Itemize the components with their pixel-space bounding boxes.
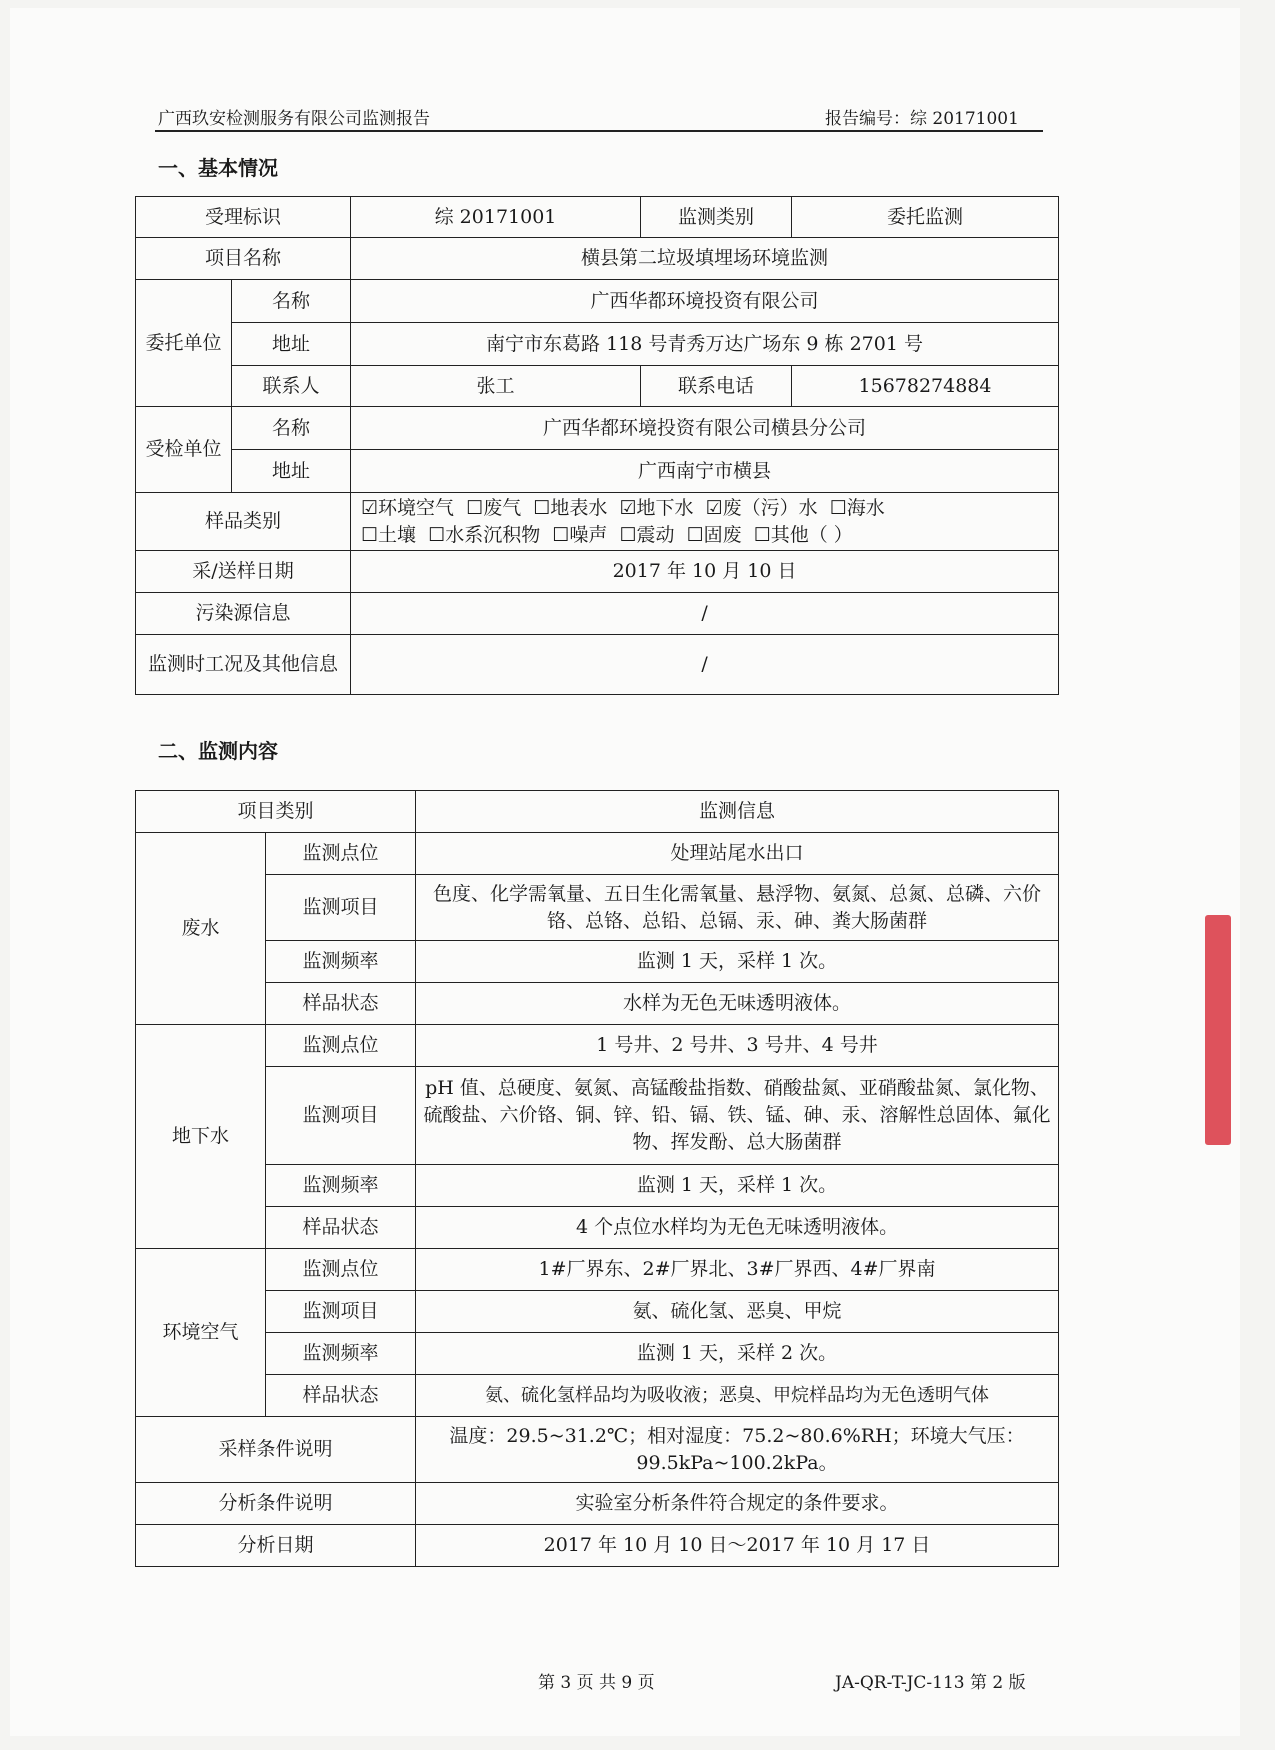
header-company: 广西玖安检测服务有限公司监测报告 [158,109,430,129]
air-freq-label: 监测频率 [266,1333,416,1375]
header-report-number: 报告编号：综 20171001 [825,109,1019,129]
project-value: 横县第二垃圾填埋场环境监测 [351,238,1059,280]
footer-doc-code: JA-QR-T-JC-113 第 2 版 [835,1673,1026,1693]
checkbox-groundwater[interactable]: ☑地下水 [619,496,694,519]
sample-type-options [351,493,1059,551]
pollution-label: 污染源信息 [136,593,351,635]
client-name-label: 名称 [232,280,351,323]
monitoring-content-table [135,790,1059,1567]
accept-id-label: 受理标识 [136,197,351,238]
ww-state-value: 水样为无色无味透明液体。 [416,983,1059,1025]
checkbox-other[interactable]: ☐其他（ ） [753,523,853,546]
inspected-addr-label: 地址 [232,450,351,493]
inspected-label: 受检单位 [136,407,232,493]
phone-value: 15678274884 [792,366,1059,407]
checkbox-solid-waste[interactable]: ☐固废 [686,523,742,546]
gw-point-label: 监测点位 [266,1025,416,1067]
ww-item-value: 色度、化学需氧量、五日生化需氧量、悬浮物、氨氮、总氮、总磷、六价铬、总铬、总铅、总镉、汞、砷、粪大肠菌群 [416,875,1059,941]
header-divider [155,130,1043,132]
client-addr-label: 地址 [232,323,351,366]
footer-page-number: 第 3 页 共 9 页 [538,1673,655,1693]
sampling-cond-label: 采样条件说明 [136,1417,416,1483]
phone-label: 联系电话 [641,366,792,407]
sample-type-label: 样品类别 [136,493,351,551]
basic-info-table [135,196,1059,695]
contact-value: 张工 [351,366,641,407]
air-category: 环境空气 [136,1249,266,1417]
client-addr: 南宁市东葛路 118 号青秀万达广场东 9 栋 2701 号 [351,323,1059,366]
section-content-title: 二、监测内容 [158,739,278,763]
gw-item-value: pH 值、总硬度、氨氮、高锰酸盐指数、硝酸盐氮、亚硝酸盐氮、氯化物、硫酸盐、六价铬、铜、锌、铅、镉、铁、锰、砷、汞、溶解性总固体、氟化物、挥发酚、总大肠菌群 [416,1067,1059,1165]
section-basic-title: 一、基本情况 [158,156,278,180]
client-name: 广西华都环境投资有限公司 [351,280,1059,323]
gw-point-value: 1 号井、2 号井、3 号井、4 号井 [416,1025,1059,1067]
checkbox-sediment[interactable]: ☐水系沉积物 [428,523,541,546]
checkbox-exhaust-gas[interactable]: ☐废气 [466,496,522,519]
air-item-label: 监测项目 [266,1291,416,1333]
checkbox-noise[interactable]: ☐噪声 [552,523,608,546]
ww-point-label: 监测点位 [266,833,416,875]
ww-state-label: 样品状态 [266,983,416,1025]
condition-value: / [351,635,1059,695]
project-label: 项目名称 [136,238,351,280]
air-state-value: 氨、硫化氢样品均为吸收液；恶臭、甲烷样品均为无色透明气体 [416,1375,1059,1417]
analysis-date-label: 分析日期 [136,1525,416,1567]
inspected-addr: 广西南宁市横县 [351,450,1059,493]
sample-type-row-2 [361,522,1054,549]
client-label: 委托单位 [136,280,232,407]
checkbox-wastewater[interactable]: ☑废（污）水 [705,496,818,519]
checkbox-vibration[interactable]: ☐震动 [619,523,675,546]
groundwater-category: 地下水 [136,1025,266,1249]
gw-state-value: 4 个点位水样均为无色无味透明液体。 [416,1207,1059,1249]
accept-id-value: 综 20171001 [351,197,641,238]
pollution-value: / [351,593,1059,635]
checkbox-soil[interactable]: ☐土壤 [361,523,417,546]
air-freq-value: 监测 1 天，采样 2 次。 [416,1333,1059,1375]
sample-type-row-1 [361,495,1054,522]
analysis-cond-label: 分析条件说明 [136,1483,416,1525]
contact-label: 联系人 [232,366,351,407]
checkbox-surface-water[interactable]: ☐地表水 [533,496,608,519]
ww-freq-label: 监测频率 [266,941,416,983]
gw-freq-label: 监测频率 [266,1165,416,1207]
ww-point-value: 处理站尾水出口 [416,833,1059,875]
analysis-date-value: 2017 年 10 月 10 日～2017 年 10 月 17 日 [416,1525,1059,1567]
sampling-cond-value: 温度：29.5~31.2℃；相对湿度：75.2~80.6%RH；环境大气压：99.5kPa~100.2kPa。 [416,1417,1059,1483]
checkbox-ambient-air[interactable]: ☑环境空气 [361,496,455,519]
monitor-type-label: 监测类别 [641,197,792,238]
ww-item-label: 监测项目 [266,875,416,941]
gw-state-label: 样品状态 [266,1207,416,1249]
checkbox-seawater[interactable]: ☐海水 [829,496,885,519]
red-seal-stamp [1205,915,1231,1145]
info-header: 监测信息 [416,791,1059,833]
analysis-cond-value: 实验室分析条件符合规定的条件要求。 [416,1483,1059,1525]
air-state-label: 样品状态 [266,1375,416,1417]
gw-item-label: 监测项目 [266,1067,416,1165]
sampling-date-label: 采/送样日期 [136,551,351,593]
sampling-date-value: 2017 年 10 月 10 日 [351,551,1059,593]
ww-freq-value: 监测 1 天，采样 1 次。 [416,941,1059,983]
inspected-name: 广西华都环境投资有限公司横县分公司 [351,407,1059,450]
wastewater-category: 废水 [136,833,266,1025]
gw-freq-value: 监测 1 天，采样 1 次。 [416,1165,1059,1207]
air-point-label: 监测点位 [266,1249,416,1291]
monitor-type-value: 委托监测 [792,197,1059,238]
air-item-value: 氨、硫化氢、恶臭、甲烷 [416,1291,1059,1333]
air-point-value: 1#厂界东、2#厂界北、3#厂界西、4#厂界南 [416,1249,1059,1291]
condition-label: 监测时工况及其他信息 [136,635,351,695]
category-header: 项目类别 [136,791,416,833]
inspected-name-label: 名称 [232,407,351,450]
